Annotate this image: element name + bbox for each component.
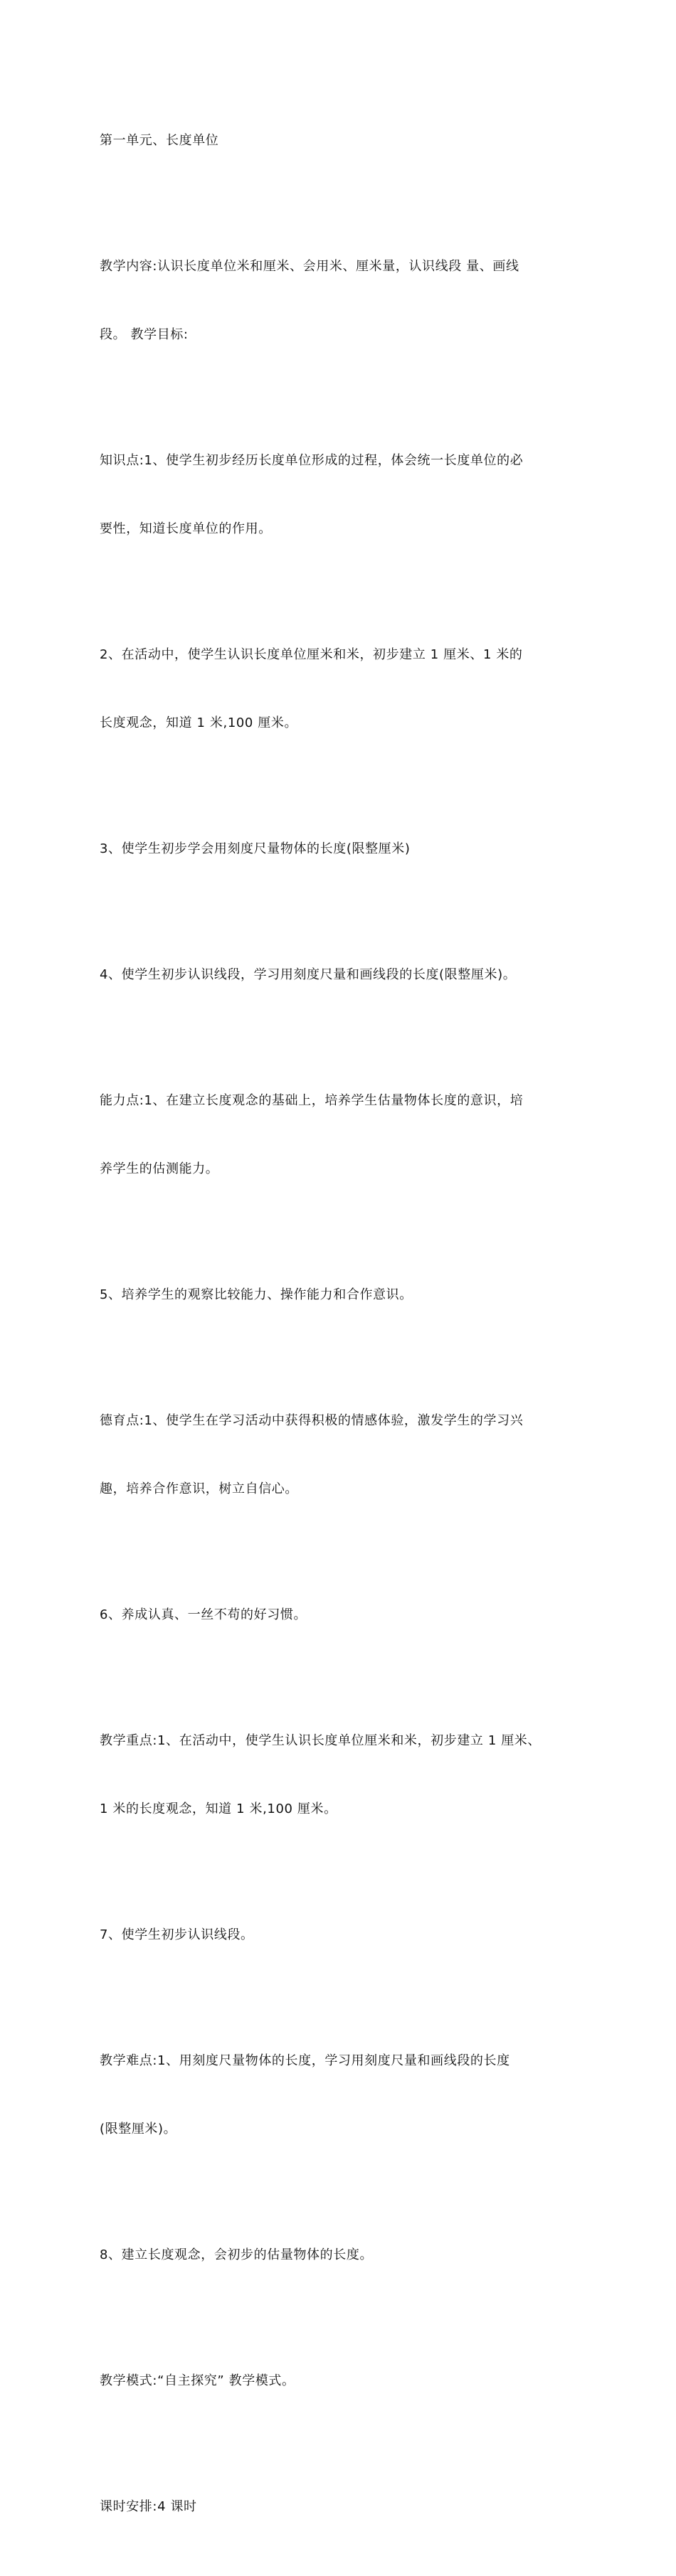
paragraph-teaching-content (100, 210, 591, 392)
paragraph-teaching-focus (100, 1684, 591, 1866)
text-line: 段。 教学目标: (100, 327, 189, 342)
paragraph-item-8 (100, 2198, 591, 2312)
text-line: 7、使学生初步认识线段。 (100, 1927, 254, 1942)
text-line: 4、使学生初步认识线段，学习用刻度尺量和画线段的长度(限整厘米)。 (100, 967, 517, 982)
paragraph-item-4 (100, 918, 591, 1032)
paragraph-moral-point (100, 1364, 591, 1546)
text-line: 教学内容:认识长度单位米和厘米、会用米、厘米量，认识线段 量、画线 (100, 259, 519, 274)
text-line: 3、使学生初步学会用刻度尺量物体的长度(限整厘米) (100, 841, 411, 856)
text-line: 德育点:1、使学生在学习活动中获得积极的情感体验，激发学生的学习兴 (100, 1413, 524, 1428)
paragraph-unit-title (100, 84, 591, 198)
text-line: 5、培养学生的观察比较能力、操作能力和合作意识。 (100, 1287, 413, 1302)
document-body (100, 84, 591, 2576)
text-line: 课时安排:4 课时 (100, 2499, 197, 2514)
text-line: 长度观念，知道 1 米,100 厘米。 (100, 715, 298, 730)
text-line: 教学重点:1、在活动中，使学生认识长度单位厘米和米，初步建立 1 厘米、 (100, 1733, 542, 1748)
text-line: (限整厘米)。 (100, 2122, 177, 2136)
text-line: 能力点:1、在建立长度观念的基础上，培养学生估量物体长度的意识，培 (100, 1093, 524, 1108)
text-line: 第一单元、长度单位 (100, 133, 219, 148)
text-line: 教学难点:1、用刻度尺量物体的长度，学习用刻度尺量和画线段的长度 (100, 2053, 510, 2068)
paragraph-teaching-difficulty (100, 2004, 591, 2186)
paragraph-knowledge-point (100, 404, 591, 586)
text-line: 教学模式:“自主探究” 教学模式。 (100, 2373, 295, 2388)
paragraph-teaching-mode (100, 2324, 591, 2438)
paragraph-item-5 (100, 1238, 591, 1352)
text-line: 知识点:1、使学生初步经历长度单位形成的过程，体会统一长度单位的必 (100, 453, 524, 468)
text-line: 1 米的长度观念，知道 1 米,100 厘米。 (100, 1801, 337, 1816)
paragraph-item-7 (100, 1878, 591, 1992)
paragraph-schedule (100, 2450, 591, 2564)
text-line: 6、养成认真、一丝不苟的好习惯。 (100, 1607, 307, 1622)
paragraph-ability-point (100, 1044, 591, 1226)
text-line: 养学生的估测能力。 (100, 1161, 219, 1176)
text-line: 要性，知道长度单位的作用。 (100, 521, 272, 536)
text-line: 趣，培养合作意识，树立自信心。 (100, 1481, 298, 1496)
paragraph-item-2 (100, 598, 591, 780)
paragraph-item-6 (100, 1558, 591, 1672)
paragraph-item-3 (100, 792, 591, 906)
text-line: 2、在活动中，使学生认识长度单位厘米和米，初步建立 1 厘米、1 米的 (100, 647, 523, 662)
text-line: 8、建立长度观念，会初步的估量物体的长度。 (100, 2247, 374, 2262)
